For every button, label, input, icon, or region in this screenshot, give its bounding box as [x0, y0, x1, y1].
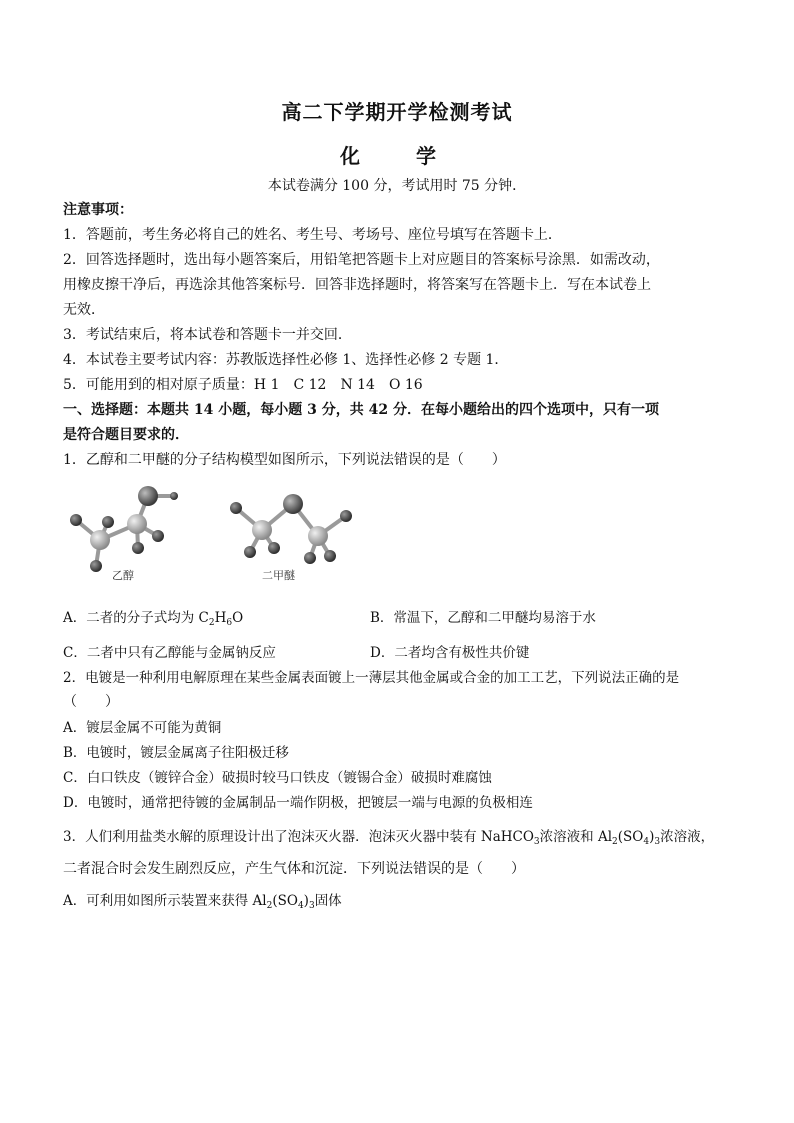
- subscript: 2: [612, 837, 618, 847]
- q3-stem-text: 3．人们利用盐类水解的原理设计出了泡沫灭火器．泡沫灭火器中装有 NaHCO: [63, 829, 534, 845]
- molecule-models-figure: [62, 478, 362, 583]
- q2-option-a[interactable]: A．镀层金属不可能为黄铜: [63, 720, 222, 736]
- hydrogen-atom: [304, 552, 316, 564]
- subscript: 2: [208, 618, 215, 628]
- q2-option-b[interactable]: B．电镀时，镀层金属离子往阳极迁移: [63, 745, 289, 761]
- hydrogen-atom: [268, 542, 280, 554]
- q3-stem-text: 浓溶液和 Al: [539, 829, 613, 845]
- q2-stem-line1: 2．电镀是一种利用电解原理在某些金属表面镀上一薄层其他金属或合金的加工工艺，下列说法正确的是: [63, 670, 680, 686]
- q1-option-a-text: H: [214, 610, 227, 626]
- q1-option-a[interactable]: [63, 606, 243, 626]
- q2-option-d[interactable]: D．电镀时，通常把待镀的金属制品一端作阴极，把镀层一端与电源的负极相连: [63, 795, 533, 811]
- hydrogen-atom: [170, 492, 178, 500]
- section1-heading-line1: 一、选择题：本题共 14 小题，每小题 3 分，共 42 分．在每小题给出的四个选项中，只有一项: [63, 402, 659, 418]
- notes-heading: 注意事项：: [63, 202, 133, 218]
- subscript: 3: [654, 837, 661, 847]
- q3-stem-text: ): [649, 829, 655, 845]
- exam-intro: 本试卷满分 100 分，考试用时 75 分钟．: [267, 178, 527, 194]
- hydrogen-atom: [152, 530, 164, 542]
- note-3: 3．考试结束后，将本试卷和答题卡一并交回．: [63, 327, 352, 343]
- q3-option-a-text: 固体: [314, 893, 342, 909]
- q3-option-a-text: ): [303, 893, 309, 909]
- subscript: 3: [533, 837, 540, 847]
- subscript: 2: [266, 901, 273, 911]
- carbon-atom: [308, 526, 328, 546]
- q2-stem-line2: （ ）: [63, 694, 119, 710]
- hydrogen-atom: [230, 502, 242, 514]
- q2-option-c[interactable]: C．白口铁皮（镀锌合金）破损时较马口铁皮（镀锡合金）破损时难腐蚀: [63, 770, 492, 786]
- hydrogen-atom: [324, 550, 336, 562]
- q3-stem-text: 浓溶液，: [660, 829, 715, 845]
- note-2-line2: 用橡皮擦干净后，再选涂其他答案标号．回答非选择题时，将答案写在答题卡上．写在本试卷上: [63, 277, 651, 293]
- subscript: 4: [643, 837, 650, 847]
- carbon-atom: [127, 514, 147, 534]
- oxygen-atom: [283, 494, 303, 514]
- q1-stem: 1．乙醇和二甲醚的分子结构模型如图所示，下列说法错误的是（ ）: [63, 452, 506, 468]
- q1-option-a-text: A．二者的分子式均为 C: [63, 610, 209, 626]
- carbon-atom: [90, 530, 110, 550]
- oxygen-atom: [138, 486, 158, 506]
- subscript: 4: [297, 901, 304, 911]
- note-1: 1．答题前，考生务必将自己的姓名、考生号、考场号、座位号填写在答题卡上．: [63, 227, 562, 243]
- note-2-line1: 2．回答选择题时，选出每小题答案后，用铅笔把答题卡上对应题目的答案标号涂黑．如需改动，: [63, 252, 660, 268]
- hydrogen-atom: [244, 546, 256, 558]
- hydrogen-atom: [132, 542, 144, 554]
- carbon-atom: [252, 520, 272, 540]
- q3-stem-line1: [63, 825, 714, 845]
- q3-stem-line2: 二者混合时会发生剧烈反应，产生气体和沉淀．下列说法错误的是（ ）: [63, 861, 525, 877]
- hydrogen-atom: [340, 510, 352, 522]
- hydrogen-atom: [70, 514, 82, 526]
- hydrogen-atom: [90, 560, 102, 572]
- q1-option-d[interactable]: D．二者均含有极性共价键: [370, 645, 530, 661]
- note-4: 4．本试卷主要考试内容：苏教版选择性必修 1、选择性必修 2 专题 1．: [63, 352, 509, 368]
- q3-option-a-text: (SO: [272, 893, 298, 909]
- hydrogen-atom: [102, 516, 114, 528]
- note-2-line3: 无效．: [63, 302, 105, 318]
- q1-option-c[interactable]: C．二者中只有乙醇能与金属钠反应: [63, 645, 276, 661]
- section1-heading-line2: 是符合题目要求的．: [63, 427, 189, 443]
- q3-option-a[interactable]: [63, 889, 342, 909]
- q1-option-b[interactable]: B．常温下，乙醇和二甲醚均易溶于水: [370, 610, 596, 626]
- subscript: 6: [226, 618, 233, 628]
- q1-option-a-text: O: [232, 610, 244, 626]
- note-5: 5．可能用到的相对原子质量：H 1 C 12 N 14 O 16: [63, 377, 423, 393]
- q3-stem-text: (SO: [617, 829, 644, 845]
- subscript: 3: [308, 901, 315, 911]
- q3-option-a-text: A．可利用如图所示装置来获得 Al: [63, 893, 267, 909]
- ethanol-label: 乙醇: [112, 569, 134, 582]
- dimethyl-ether-label: 二甲醚: [262, 569, 295, 582]
- subject-title: 化 学: [340, 144, 454, 168]
- exam-title: 高二下学期开学检测考试: [281, 100, 513, 124]
